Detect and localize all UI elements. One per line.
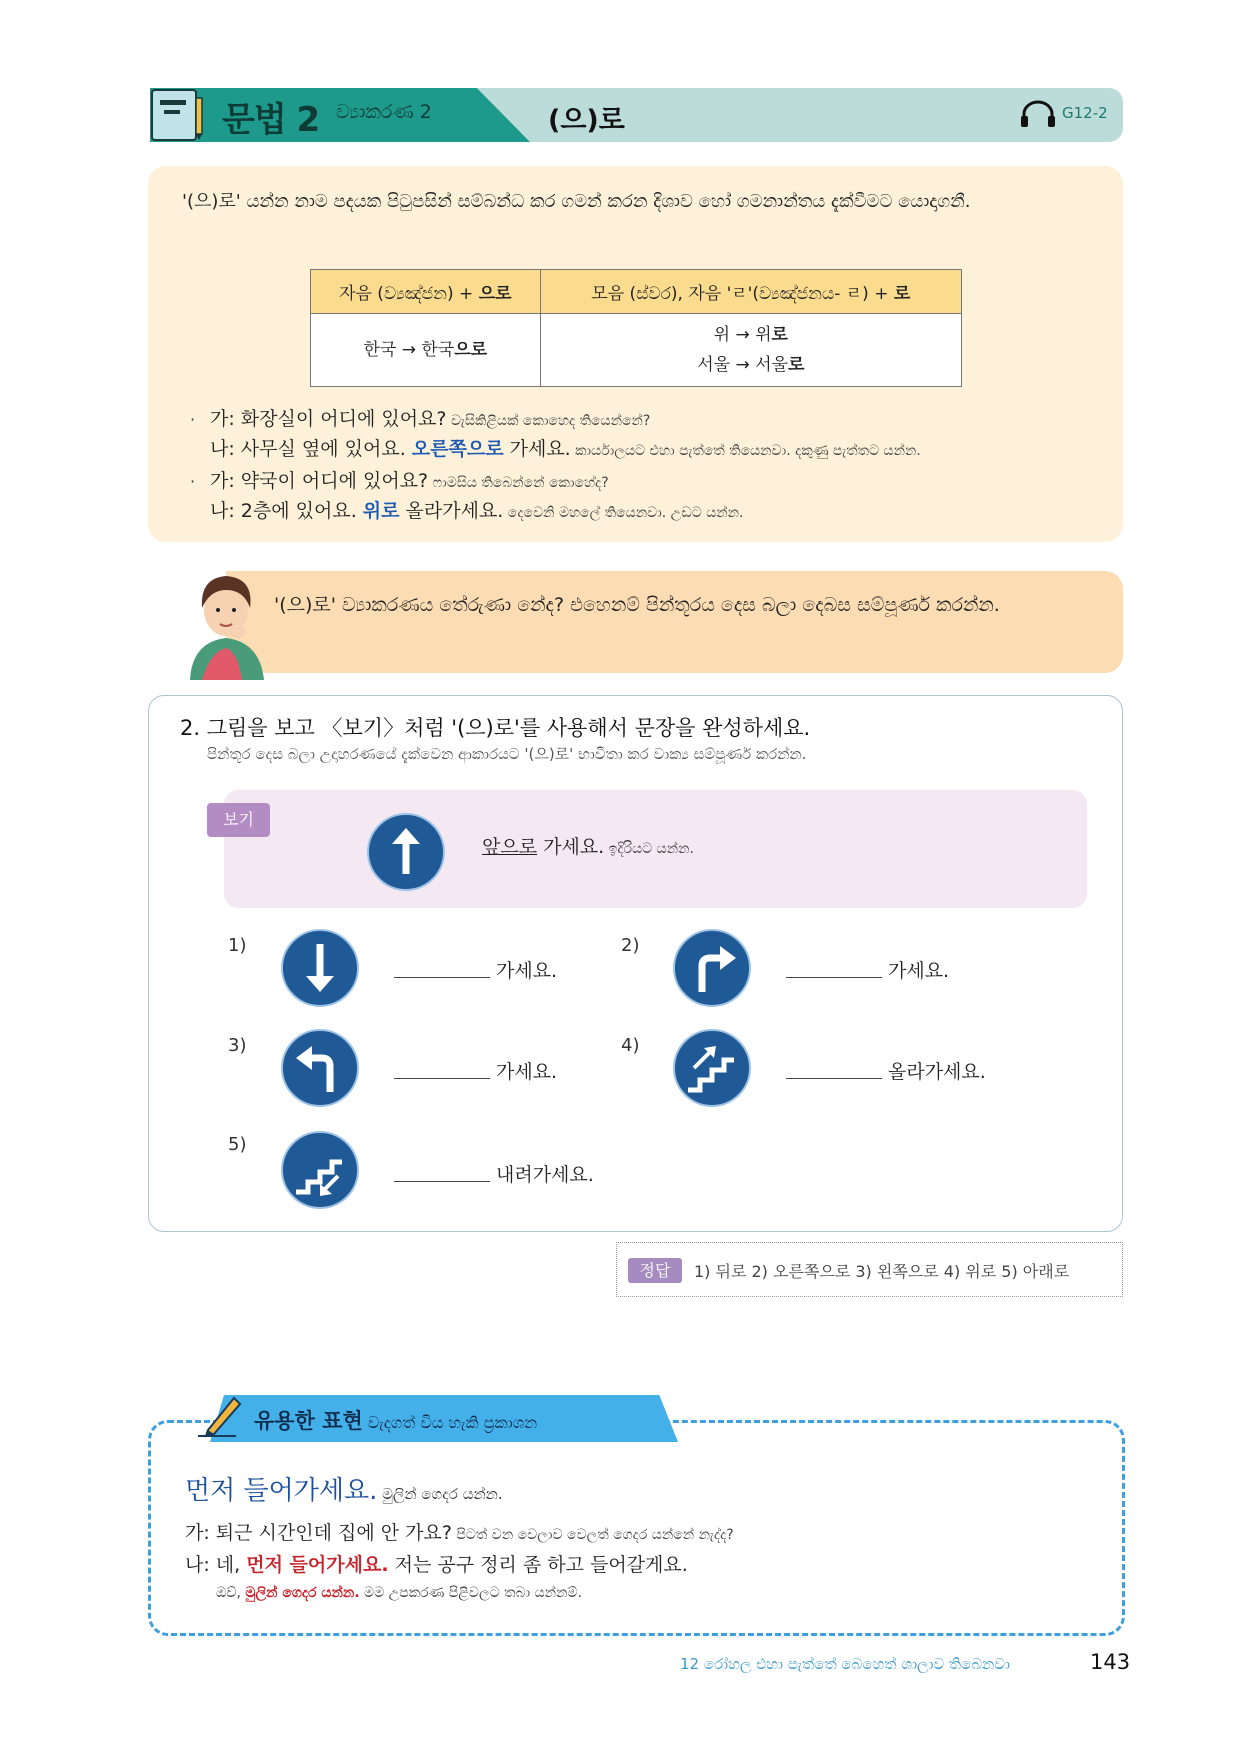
- turn-left-icon: [280, 1028, 360, 1108]
- dialogue-line: 나: 네, 먼저 들어가세요. 저는 공구 정리 좀 하고 들어갈게요.: [185, 1554, 688, 1576]
- question-number: 3): [228, 1035, 247, 1056]
- table-header-vowel: 모음 (ස්වර), 자음 'ㄹ'(ව්‍යඤ්ජනය- ㄹ) + 로: [540, 270, 961, 314]
- table-cell-consonant: 한국 → 한국으로: [311, 314, 541, 387]
- dialogue-translation: ඔව්, මුලින් ගෙදර යන්න. මම උපකරණ පිළිවලට තබා යන්නම්.: [216, 1585, 582, 1601]
- question-number: 2): [621, 935, 640, 956]
- grammar-topic: (으)로: [548, 105, 625, 136]
- answer-blank[interactable]: [786, 976, 882, 978]
- exercise-subtitle: පින්තූර දෙස බලා උදාහරණයේ දැක්වෙන ආකාරයට '(으)로' භාවිතා කර වාක්‍ය සම්පූර්ණ කරන්න.: [207, 745, 807, 763]
- example-line: 가: 화장실이 어디에 있어요? වැසිකිළියක් කොහෙද තියෙන්නේ?: [210, 408, 651, 430]
- dialogue-line: 가: 퇴근 시간인데 집에 안 가요? පිටත් වන වෙලාව වෙලත් ගෙදර යන්නේ නැද්ද?: [185, 1522, 734, 1544]
- answer-blank[interactable]: [394, 976, 490, 978]
- turn-right-icon: [672, 928, 752, 1008]
- arrow-up-icon: [366, 812, 446, 892]
- page-number: 143: [1090, 1650, 1131, 1674]
- explanation-text: '(으)로' යන්න නාම පදයක පිටුපසින් සම්බන්ධ කර ගමන් කරන දිශාව හෝ ගමනාන්තය දැක්වීමට යොදාගනී.: [182, 191, 971, 212]
- speech-text: '(으)로' ව්‍යාකරණය තේරුණා නේද? එහෙනම් පින්තූරය දෙස බලා දෙබස සම්පූර්ණ කරන්න.: [274, 594, 1000, 616]
- bullet: ·: [190, 410, 196, 429]
- question-text: 가세요.: [496, 1061, 558, 1083]
- example-line: 나: 2층에 있어요. 위로 올라가세요. දෙවෙනි මහලේ තියෙනවා. උඩට යන්න.: [210, 500, 744, 522]
- example-line: 나: 사무실 옆에 있어요. 오른쪽으로 가세요. කාර්යාලයට එහා පැත්තේ තියෙනවා. දකුණු පැත්තට යන්න.: [210, 438, 921, 460]
- example-sentence: 앞으로 가세요. ඉදිරියට යන්න.: [482, 836, 694, 858]
- table-cell-vowel: 위 → 위로 서울 → 서울로: [540, 314, 961, 387]
- table-header-consonant: 자음 (ව්‍යඤ්ජන) + 으로: [311, 270, 541, 314]
- question-number: 5): [228, 1134, 247, 1155]
- question-number: 1): [228, 935, 247, 956]
- answer-key-text: 1) 뒤로 2) 오른쪽으로 3) 왼쪽으로 4) 위로 5) 아래로: [694, 1262, 1070, 1281]
- book-icon: [150, 88, 206, 142]
- question-text: 올라가세요.: [888, 1061, 986, 1083]
- example-label: 보기: [207, 803, 270, 837]
- stairs-down-icon: [280, 1130, 360, 1210]
- useful-expression-label: 유용한 표현 වැදගත් විය හැකි ප්‍රකාශන: [254, 1409, 538, 1433]
- pen-icon: [196, 1390, 246, 1440]
- teacher-avatar: [180, 562, 272, 680]
- question-text: 가세요.: [888, 960, 950, 982]
- answer-key-label: 정답: [628, 1258, 682, 1283]
- bullet: ·: [190, 472, 196, 491]
- headphones-icon[interactable]: [1020, 100, 1056, 128]
- question-text: 가세요.: [496, 960, 558, 982]
- chapter-title: 12 රෝහල එහා පැත්තේ බෙහෙත් ශාලාව තිබෙනවා: [680, 1655, 1010, 1673]
- answer-blank[interactable]: [786, 1077, 882, 1079]
- question-text: 내려가세요.: [496, 1164, 594, 1186]
- stairs-up-icon: [672, 1028, 752, 1108]
- grammar-table: [310, 269, 962, 387]
- answer-blank[interactable]: [394, 1180, 490, 1182]
- page-title: 문법 2: [222, 100, 320, 140]
- audio-track-code[interactable]: G12-2: [1062, 104, 1108, 122]
- exercise-title: 2. 그림을 보고 〈보기〉처럼 '(으)로'를 사용해서 문장을 완성하세요.: [180, 716, 811, 740]
- arrow-down-icon: [280, 928, 360, 1008]
- answer-blank[interactable]: [394, 1077, 490, 1079]
- page-subtitle: ව්‍යාකරණ 2: [336, 101, 432, 123]
- question-number: 4): [621, 1035, 640, 1056]
- example-line: 가: 약국이 어디에 있어요? ෆාමසිය තිබෙන්නේ කොහේද?: [210, 470, 609, 492]
- useful-expression-main: 먼저 들어가세요. මුලින් ගෙදර යන්න.: [185, 1476, 503, 1506]
